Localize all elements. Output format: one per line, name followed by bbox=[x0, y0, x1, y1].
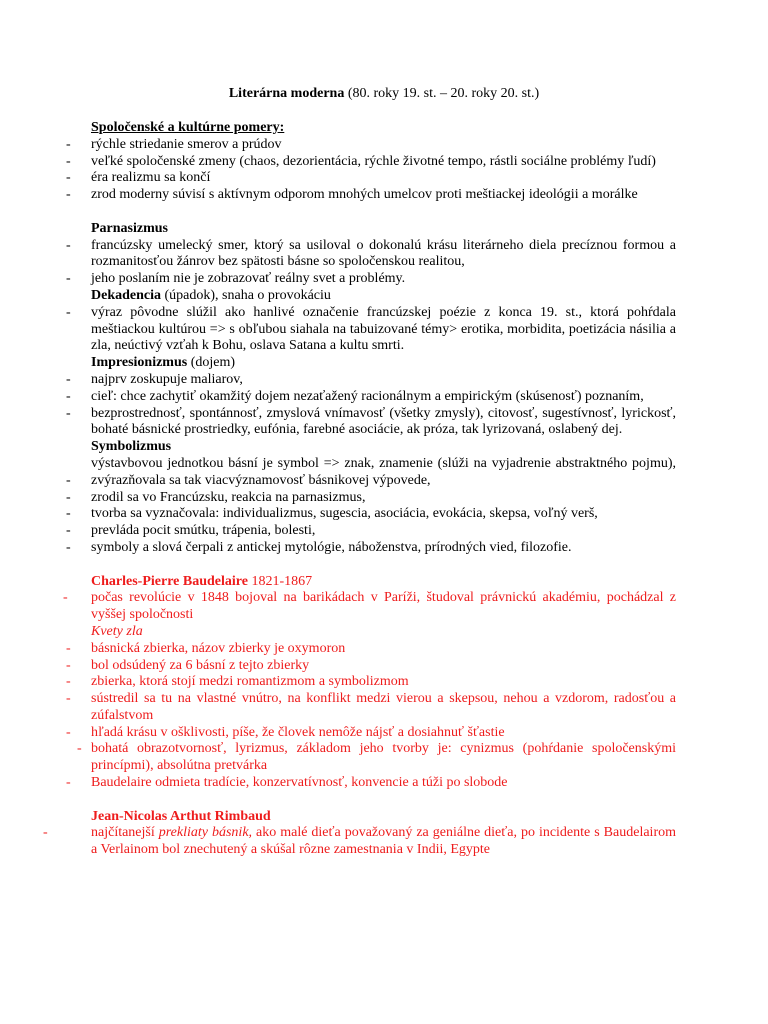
dash-bullet: - bbox=[66, 405, 71, 421]
section-heading-parnasizmus: Parnasizmus bbox=[91, 220, 168, 236]
list-item: - francúzsky umelecký smer, ktorý sa usiloval o dokonalú krásu literárneho diela precíznou formou a rozmanitosťou žánrov bez spätosti básne so spoločenskou realitou, bbox=[66, 237, 676, 270]
list-item: - najčítanejší prekliaty básnik, ako malé dieťa považovaný za geniálne dieťa, po incidente s Baudelairom a Verlainom bol znechutený a skúšal rôzne zamestnania v Indii, Egypte bbox=[43, 825, 676, 858]
dash-bullet: - bbox=[66, 523, 71, 539]
document-title bbox=[0, 86, 768, 103]
dash-bullet: - bbox=[66, 153, 71, 169]
list-item: - počas revolúcie v 1848 bojoval na barikádach v Paríži, študoval právnickú akadémiu, pochádzal z vyššej spoločnosti bbox=[63, 590, 676, 623]
dash-bullet: - bbox=[66, 691, 71, 707]
list-item: - najprv zoskupuje maliarov, bbox=[66, 371, 243, 387]
list-item: - cieľ: chce zachytiť okamžitý dojem nezaťažený racionálnym a empirickým (skúsenosť) poznaním, bbox=[66, 388, 644, 404]
list-item: - básnická zbierka, názov zbierky je oxymoron bbox=[66, 640, 346, 656]
list-item: - výraz pôvodne slúžil ako hanlivé označenie francúzskej poézie z konca 19. st., ktorá pohŕdala meštiackou kultúrou => s obľubou siahala na tabuizované témy> erotika, morbidita, poetizácia násilia a zla, neúctivý vzťah k Bohu, oslava Satana a kultu smrti. bbox=[66, 304, 676, 354]
dash-bullet: - bbox=[66, 506, 71, 522]
list-item: - symboly a slová čerpali z antickej mytológie, náboženstva, prírodných vied, filozofie. bbox=[66, 539, 572, 555]
list-item: - jeho poslaním nie je zobrazovať reálny svet a problémy. bbox=[66, 271, 406, 287]
list-item: - veľké spoločenské zmeny (chaos, dezorientácia, rýchle životné tempo, rástli sociálne problémy ľudí) bbox=[66, 153, 656, 169]
section-heading-symbolizmus: Symbolizmus bbox=[91, 439, 172, 455]
dash-bullet: - bbox=[66, 371, 71, 387]
list-item: - prevláda pocit smútku, trápenia, bolesti, bbox=[66, 523, 316, 539]
dash-bullet: - bbox=[66, 640, 71, 656]
dash-bullet: - bbox=[66, 489, 71, 505]
document-content bbox=[43, 120, 676, 859]
dash-bullet: - bbox=[66, 170, 71, 186]
list-item: - tvorba sa vyznačovala: individualizmus, sugescia, asociácia, evokácia, skepsa, voľný verš, bbox=[66, 506, 598, 522]
work-title: Kvety zla bbox=[91, 623, 143, 639]
dash-bullet: - bbox=[66, 775, 71, 791]
title-main: Literárna moderna bbox=[228, 86, 345, 101]
dash-bullet: - bbox=[43, 825, 48, 841]
list-item: - hľadá krásu v ošklivosti, píše, že človek nemôže nájsť a dosiahnuť šťastie bbox=[66, 724, 505, 740]
dash-bullet: - bbox=[66, 539, 71, 555]
author-heading-baudelaire: Charles-Pierre Baudelaire 1821-1867 bbox=[91, 573, 313, 589]
author-heading-rimbaud: Jean-Nicolas Arthut Rimbaud bbox=[91, 808, 271, 824]
section-heading-impresionizmus: Impresionizmus (dojem) bbox=[91, 355, 236, 371]
list-item: - rýchle striedanie smerov a prúdov bbox=[66, 136, 282, 152]
spacer bbox=[91, 204, 676, 221]
list-item: - bezprostrednosť, spontánnosť, zmyslová vnímavosť (všetky zmysly), citovosť, sugestívnosť, lyrickosť, bohaté básnické prostriedky, eufónia, farebné asociácie, ak próza, tak lyrizovaná, oslabený dej. bbox=[66, 405, 676, 438]
list-item: - výstavbovou jednotkou básní je symbol => znak, znamenie (slúži na vyjadrenie abstraktného pojmu), zvýrazňovala sa tak viacvýznamovosť básnikovej výpovede, bbox=[66, 455, 676, 488]
dash-bullet: - bbox=[66, 187, 71, 203]
spacer bbox=[91, 557, 676, 574]
list-item: - sústredil sa tu na vlastné vnútro, na konflikt medzi vierou a skepsou, nehou a vzdorom, radosťou a zúfalstvom bbox=[66, 691, 676, 723]
dash-bullet: - bbox=[66, 724, 71, 740]
dash-bullet: - bbox=[66, 472, 71, 488]
dash-bullet: - bbox=[66, 674, 71, 690]
list-item: - éra realizmu sa končí bbox=[66, 170, 211, 186]
spacer bbox=[91, 792, 676, 809]
list-item: - zrod moderny súvisí s aktívnym odporom mnohých umelcov proti meštiackej ideológii a morálke bbox=[66, 187, 638, 203]
dash-bullet: - bbox=[66, 657, 71, 673]
dash-bullet: - bbox=[77, 741, 82, 757]
section-heading-social: Spoločenské a kultúrne pomery: bbox=[91, 120, 285, 135]
list-item: - Baudelaire odmieta tradície, konzervatívnosť, konvencie a túži po slobode bbox=[66, 775, 508, 791]
dash-bullet: - bbox=[66, 237, 71, 253]
dash-bullet: - bbox=[66, 271, 71, 287]
title-period: (80. roky 19. st. – 20. roky 20. st.) bbox=[344, 86, 540, 101]
list-item: - zrodil sa vo Francúzsku, reakcia na parnasizmus, bbox=[66, 489, 366, 505]
section-heading-dekadencia: Dekadencia (úpadok), snaha o provokáciu bbox=[91, 287, 331, 303]
list-item: - bol odsúdený za 6 básní z tejto zbierky bbox=[66, 657, 310, 673]
dash-bullet: - bbox=[66, 304, 71, 320]
list-item: - bohatá obrazotvornosť, lyrizmus, základom jeho tvorby je: cynizmus (pohŕdanie spoločenskými princípmi), absolútna pretvárka bbox=[77, 741, 676, 774]
dash-bullet: - bbox=[66, 388, 71, 404]
dash-bullet: - bbox=[63, 590, 68, 606]
list-item: - zbierka, ktorá stojí medzi romantizmom a symbolizmom bbox=[66, 674, 409, 690]
dash-bullet: - bbox=[66, 136, 71, 152]
